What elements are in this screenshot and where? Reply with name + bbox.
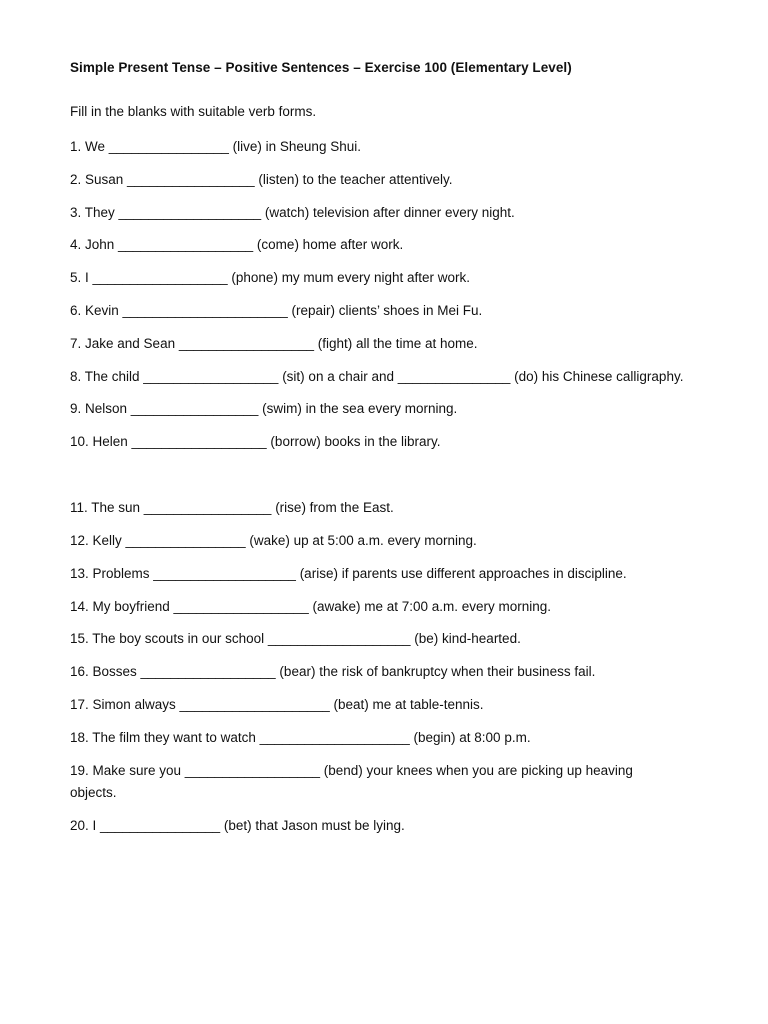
exercise-item-5: 5. I __________________ (phone) my mum every night after work. [70,270,470,285]
exercise-item-1: 1. We ________________ (live) in Sheung Shui. [70,139,361,154]
exercise-item-18: 18. The film they want to watch ____________________ (begin) at 8:00 p.m. [70,730,531,745]
page-title: Simple Present Tense – Positive Sentences – Exercise 100 (Elementary Level) [70,60,572,75]
exercise-item-2: 2. Susan _________________ (listen) to the teacher attentively. [70,172,453,187]
exercise-item-17: 17. Simon always ____________________ (beat) me at table-tennis. [70,697,484,712]
exercise-item-16: 16. Bosses __________________ (bear) the risk of bankruptcy when their business fail. [70,664,596,679]
exercise-item-6: 6. Kevin ______________________ (repair) clients’ shoes in Mei Fu. [70,303,483,318]
exercise-item-10: 10. Helen __________________ (borrow) books in the library. [70,434,441,449]
exercise-item-9: 9. Nelson _________________ (swim) in the sea every morning. [70,401,458,416]
exercise-item-4: 4. John __________________ (come) home after work. [70,237,404,252]
exercise-item-7: 7. Jake and Sean __________________ (fight) all the time at home. [70,336,478,351]
exercise-item-20: 20. I ________________ (bet) that Jason must be lying. [70,818,405,833]
exercise-item-11: 11. The sun _________________ (rise) from the East. [70,500,394,515]
exercise-item-8: 8. The child __________________ (sit) on a chair and _______________ (do) his Chinese calligraphy. [70,369,684,384]
exercise-item-15: 15. The boy scouts in our school ___________________ (be) kind-hearted. [70,631,521,646]
exercise-item-14: 14. My boyfriend __________________ (awake) me at 7:00 a.m. every morning. [70,599,552,614]
instructions: Fill in the blanks with suitable verb forms. [70,104,317,119]
exercise-item-13: 13. Problems ___________________ (arise) if parents use different approaches in discipline. [70,566,627,581]
exercise-item-3: 3. They ___________________ (watch) television after dinner every night. [70,205,515,220]
exercise-item-19: 19. Make sure you __________________ (bend) your knees when you are picking up heaving objects. [70,763,633,800]
exercise-item-12: 12. Kelly ________________ (wake) up at 5:00 a.m. every morning. [70,533,477,548]
